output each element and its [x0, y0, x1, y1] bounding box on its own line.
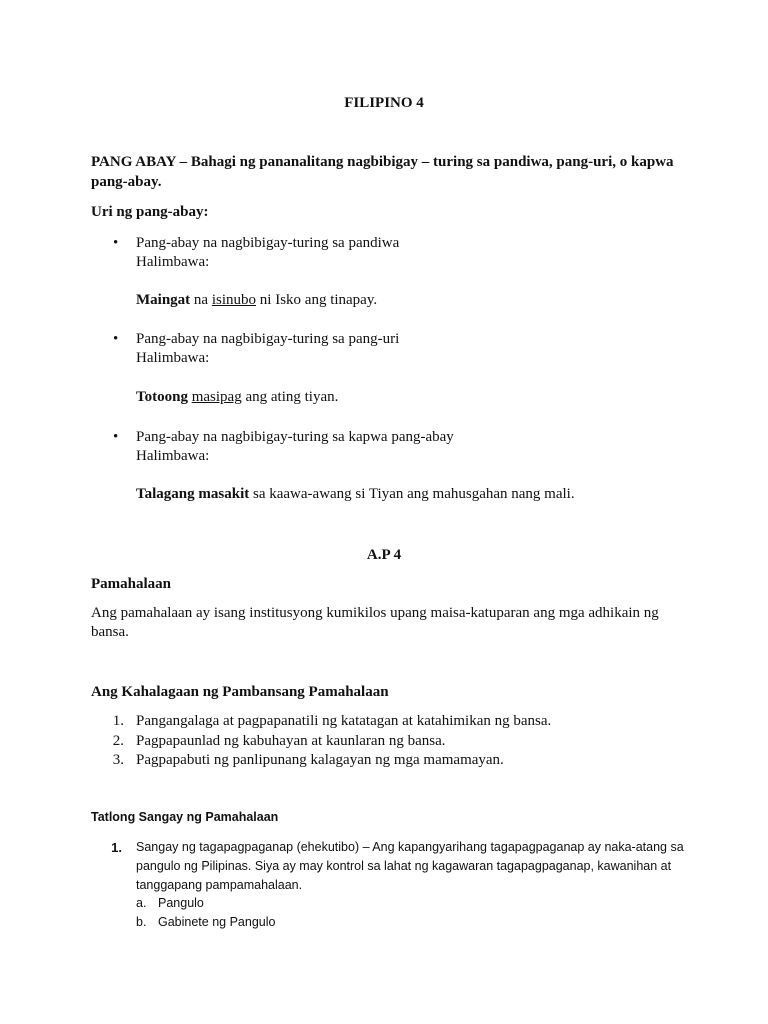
pamahalaan-heading: Pamahalaan — [91, 576, 172, 592]
branches-heading: Tatlong Sangay ng Pamahalaan — [91, 810, 279, 824]
list-item: Pangangalaga at pagpapanatili ng katatagan at katahimikan ng bansa. — [136, 713, 552, 729]
list-number: 3. — [112, 752, 124, 768]
branch-number: 1. — [111, 840, 122, 855]
pamahalaan-para-line1: Ang pamahalaan ay isang institusyong kumikilos upang maisa-katuparan ang mga adhikain ng — [91, 605, 659, 621]
branch1-line2: pangulo ng Pilipinas. Siya ay may kontrol sa lahat ng kagawaran tagapagpaganap, kawanihan at — [136, 859, 672, 873]
branch1-line3: tanggapang pampamahalaan. — [136, 878, 303, 892]
example-bold-1: Maingat — [136, 292, 191, 308]
list-item: Pagpapabuti ng panlipunang kalagayan ng mga mamamayan. — [136, 752, 504, 768]
sub-letter: b. — [136, 915, 147, 929]
example-sentence-3 — [136, 485, 575, 504]
pang-abay-definition-line1: PANG ABAY – Bahagi ng pananalitang nagbibigay – turing sa pandiwa, pang-uri, o kapwa — [91, 154, 674, 170]
type-item-1: Pang-abay na nagbibigay-turing sa pandiwa — [136, 235, 400, 251]
example-sentence-2 — [136, 388, 338, 407]
list-number: 2. — [112, 733, 124, 749]
list-item: Pagpapaunlad ng kabuhayan at kaunlaran ng bansa. — [136, 733, 446, 749]
type-item-2: Pang-abay na nagbibigay-turing sa pang-uri — [136, 331, 400, 347]
importance-heading: Ang Kahalagaan ng Pambansang Pamahalaan — [91, 684, 389, 700]
bullet-icon: • — [113, 331, 119, 347]
pang-abay-definition-line2: pang-abay. — [91, 174, 162, 190]
type-item-3: Pang-abay na nagbibigay-turing sa kapwa pang-abay — [136, 429, 454, 445]
example-bold-2: Totoong — [136, 389, 188, 405]
example-label-1: Halimbawa: — [136, 254, 210, 270]
sub-item: Pangulo — [158, 896, 204, 910]
example-underline-2: masipag — [191, 389, 242, 405]
example-underline-1: isinubo — [211, 292, 257, 308]
example-rest-3: sa kaawa-awang si Tiyan ang mahusgahan nang mali. — [249, 486, 575, 502]
ap-title: A.P 4 — [366, 547, 402, 563]
list-number: 1. — [112, 713, 124, 729]
bullet-icon: • — [113, 429, 119, 445]
branch1-line1: Sangay ng tagapagpaganap (ehekutibo) – Ang kapangyarihang tagapagpaganap ay naka-atang sa — [136, 840, 684, 854]
example-label-3: Halimbawa: — [136, 448, 210, 464]
bullet-icon: • — [113, 235, 119, 251]
example-sentence-1 — [136, 291, 377, 310]
types-heading: Uri ng pang-abay: — [91, 204, 209, 220]
example-rest-1: ni Isko ang tinapay. — [256, 292, 378, 308]
example-label-2: Halimbawa: — [136, 350, 210, 366]
example-rest-2: ang ating tiyan. — [241, 389, 339, 405]
pamahalaan-para-line2: bansa. — [91, 624, 129, 640]
sub-item: Gabinete ng Pangulo — [158, 915, 276, 929]
example-mid-1: na — [190, 292, 212, 308]
sub-letter: a. — [136, 896, 147, 910]
filipino-title: FILIPINO 4 — [344, 95, 424, 111]
example-bold-3: Talagang masakit — [136, 486, 250, 502]
